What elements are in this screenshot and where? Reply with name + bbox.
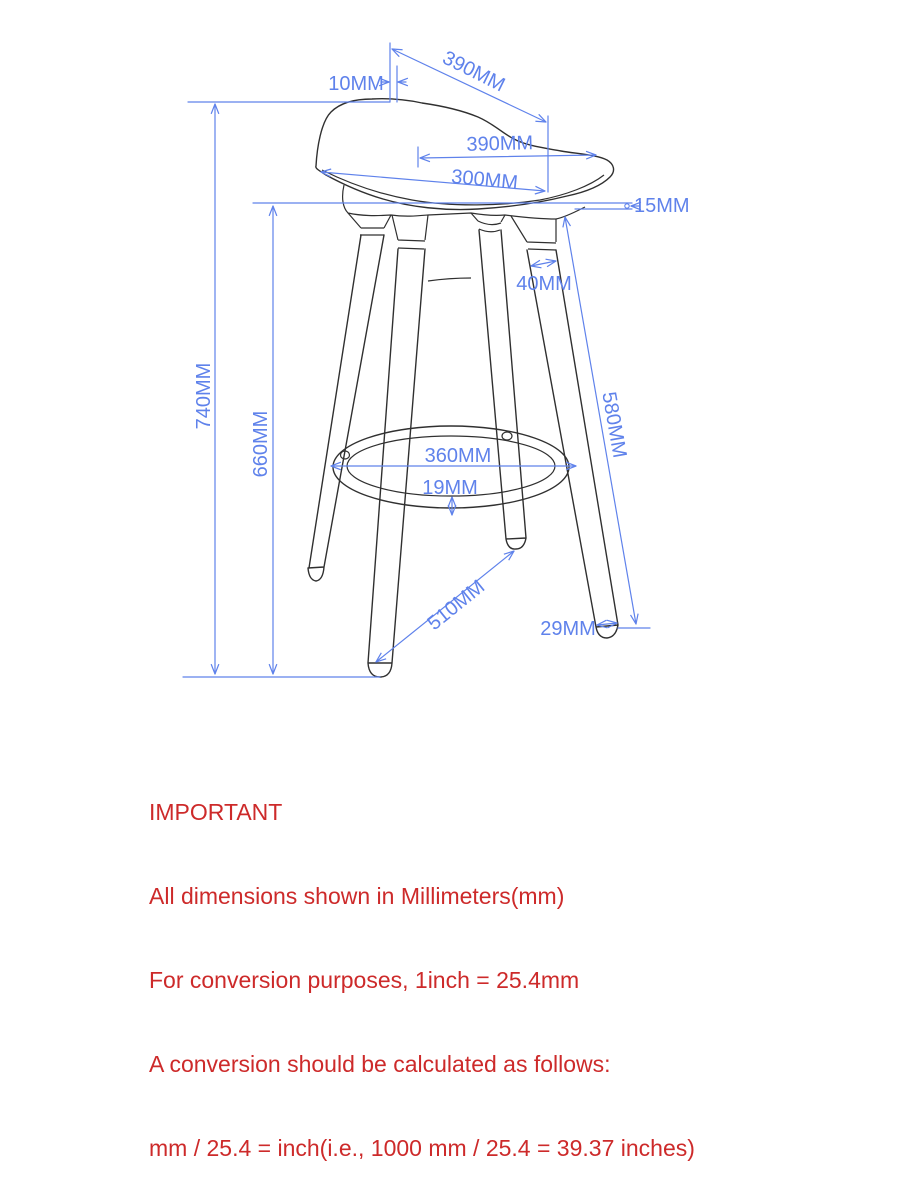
dim-label-foot-diameter: 29MM (540, 618, 596, 640)
dimension-lines (215, 46, 640, 674)
notes-line-2: For conversion purposes, 1inch = 25.4mm (149, 967, 580, 993)
seat-underside-skirt (343, 185, 585, 219)
dim-label-overall-height: 740MM (193, 362, 215, 430)
dimension-layer (183, 43, 690, 677)
dim-label-front-leg-spread: 510MM (423, 575, 490, 635)
dim-label-seat-height: 660MM (250, 410, 272, 478)
dim-label-back-overhang: 10MM (328, 73, 384, 95)
dim-15-node (625, 204, 629, 208)
dim-label-seat-width: 390MM (466, 132, 534, 156)
dim-label-backrest-width: 390MM (438, 46, 509, 97)
leg-cap-joints (348, 213, 556, 281)
notes-line-1: All dimensions shown in Millimeters(mm) (149, 883, 565, 909)
dimension-labels (193, 47, 690, 640)
notes-line-4: mm / 25.4 = inch(i.e., 1000 mm / 25.4 = 39.37 inches) (149, 1135, 695, 1161)
important-notes (149, 742, 695, 1190)
dim-line-580 (565, 217, 636, 624)
notes-line-3: A conversion should be calculated as follows: (149, 1051, 611, 1077)
dim-label-footrest-diameter: 360MM (424, 445, 492, 467)
notes-title: IMPORTANT (149, 799, 283, 825)
dim-line-390-horizontal (420, 155, 596, 158)
dim-line-40 (531, 261, 556, 266)
dim-label-leg-thickness: 40MM (516, 273, 572, 295)
dim-label-seat-edge-thickness: 15MM (634, 195, 690, 217)
dim-label-footrest-ring-thickness: 19MM (422, 477, 478, 499)
ring-screw-hole-right (502, 432, 512, 440)
dim-label-seat-depth: 300MM (450, 165, 519, 195)
rear-left-leg (308, 235, 384, 581)
front-left-leg (368, 249, 425, 677)
dim-label-leg-length: 580MM (597, 390, 631, 460)
